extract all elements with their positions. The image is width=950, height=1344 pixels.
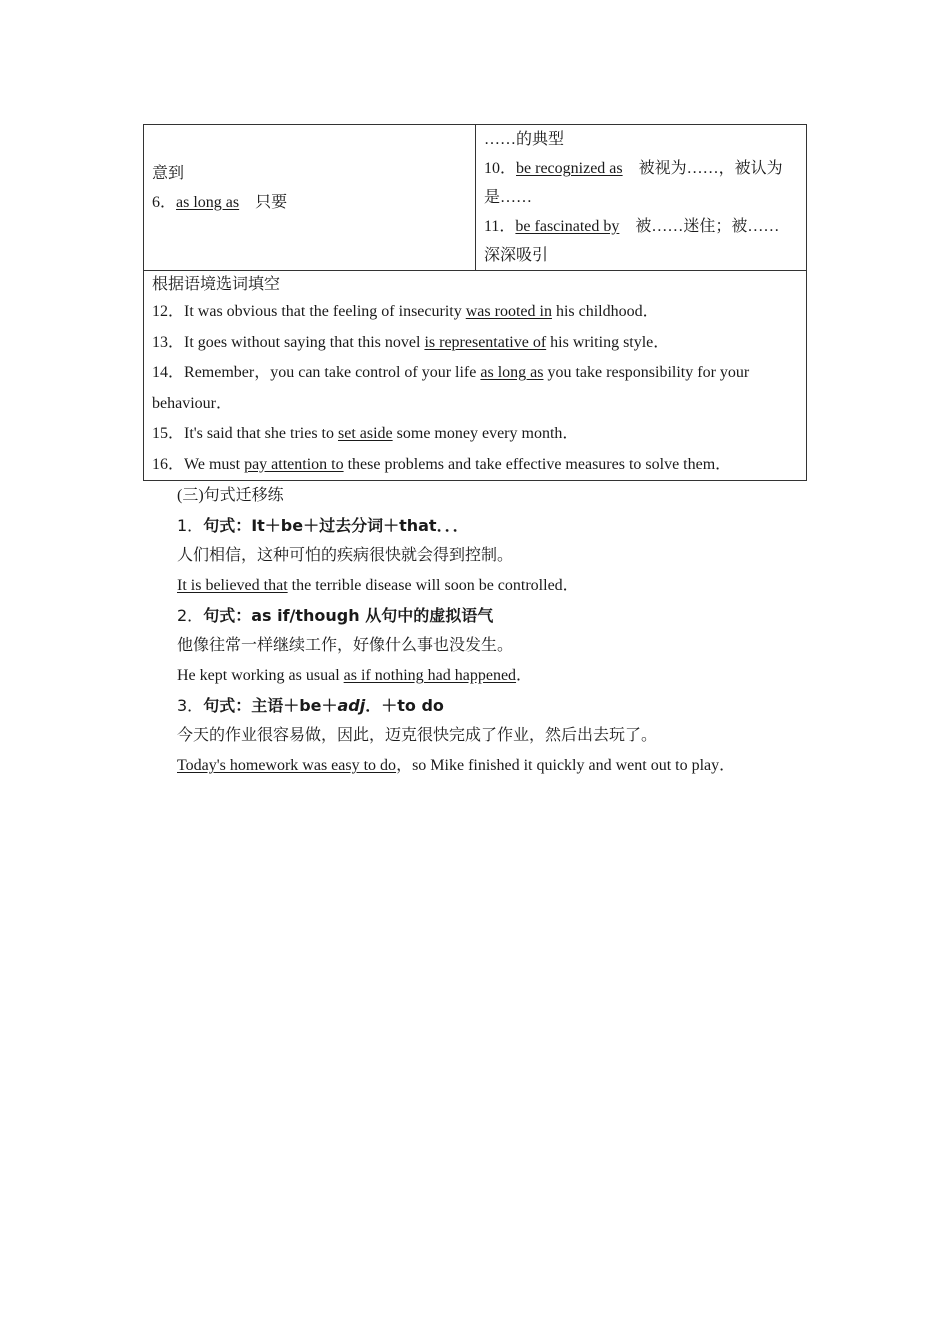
sentence-15: 15．It's said that she tries to set aside some money every month． xyxy=(152,425,579,442)
answer-phrase: was rooted in xyxy=(465,303,552,320)
table-row xyxy=(144,271,807,481)
sentence-13: 13．It goes without saying that this novel is representative of his writing style． xyxy=(152,333,670,351)
pattern-2-answer: He kept working as usual as if nothing had happened． xyxy=(177,667,533,684)
pattern-2-chinese: 他像往常一样继续工作，好像什么事也没发生。 xyxy=(177,637,514,654)
sentence-14-cont: behaviour． xyxy=(152,394,232,412)
pattern-3-chinese: 今天的作业很容易做，因此，迈克很快完成了作业，然后出去玩了。 xyxy=(177,727,658,744)
pattern-1-chinese: 人们相信，这种可怕的疾病很快就会得到控制。 xyxy=(177,547,514,564)
item-11-cont: 深深吸引 xyxy=(484,247,549,264)
answer-phrase: be recognized as xyxy=(516,160,623,177)
sentence-14: 14．Remember，you can take control of your life as long as you take responsibility for your xyxy=(152,364,750,381)
answer-phrase: set aside xyxy=(337,425,393,442)
left-fragment: 意到 xyxy=(152,165,185,182)
right-cell xyxy=(476,125,807,271)
pattern-1-label: 1．句式：It＋be＋过去分词＋that．．． xyxy=(177,516,469,535)
right-fragment: ……的典型 xyxy=(484,131,565,148)
answer-phrase: It is believed that xyxy=(177,577,288,594)
answer-phrase: as long as xyxy=(480,364,544,381)
sentence-12: 12．It was obvious that the feeling of insecurity was rooted in his childhood． xyxy=(152,303,659,320)
fill-in-cell xyxy=(144,271,807,481)
meaning: 只要 xyxy=(255,194,288,211)
pattern-3-answer: Today's homework was easy to do，so Mike finished it quickly and went out to play． xyxy=(177,757,736,774)
answer-phrase: pay attention to xyxy=(244,455,344,473)
fill-in-heading: 根据语境选词填空 xyxy=(152,274,281,293)
item-10-cont: 是…… xyxy=(484,189,533,206)
answer-phrase: as long as xyxy=(176,194,240,211)
section-title: (三)句式迁移练 xyxy=(177,487,284,504)
answer-phrase: as if nothing had happened xyxy=(343,667,517,684)
pattern-2-label: 2．句式：as if/though 从句中的虚拟语气 xyxy=(177,606,494,625)
item-6: 6．as long as 只要 xyxy=(152,194,288,211)
table-row xyxy=(144,125,807,271)
answer-phrase: be fascinated by xyxy=(515,218,620,235)
pattern-3-label: 3．句式：主语＋be＋adj．＋to do xyxy=(177,696,444,715)
left-cell xyxy=(144,125,476,271)
answer-phrase: Today's homework was easy to do xyxy=(177,757,397,774)
answer-phrase: is representative of xyxy=(424,333,547,351)
vocab-table xyxy=(143,124,807,481)
pattern-1-answer: It is believed that the terrible disease will soon be controlled． xyxy=(177,577,579,594)
item-11: 11．be fascinated by 被……迷住；被…… xyxy=(484,218,780,235)
sentence-pattern-section xyxy=(177,481,817,781)
sentence-16: 16．We must pay attention to these problems and take effective measures to solve them． xyxy=(152,455,732,473)
item-10: 10．be recognized as 被视为……，被认为 xyxy=(484,160,783,177)
